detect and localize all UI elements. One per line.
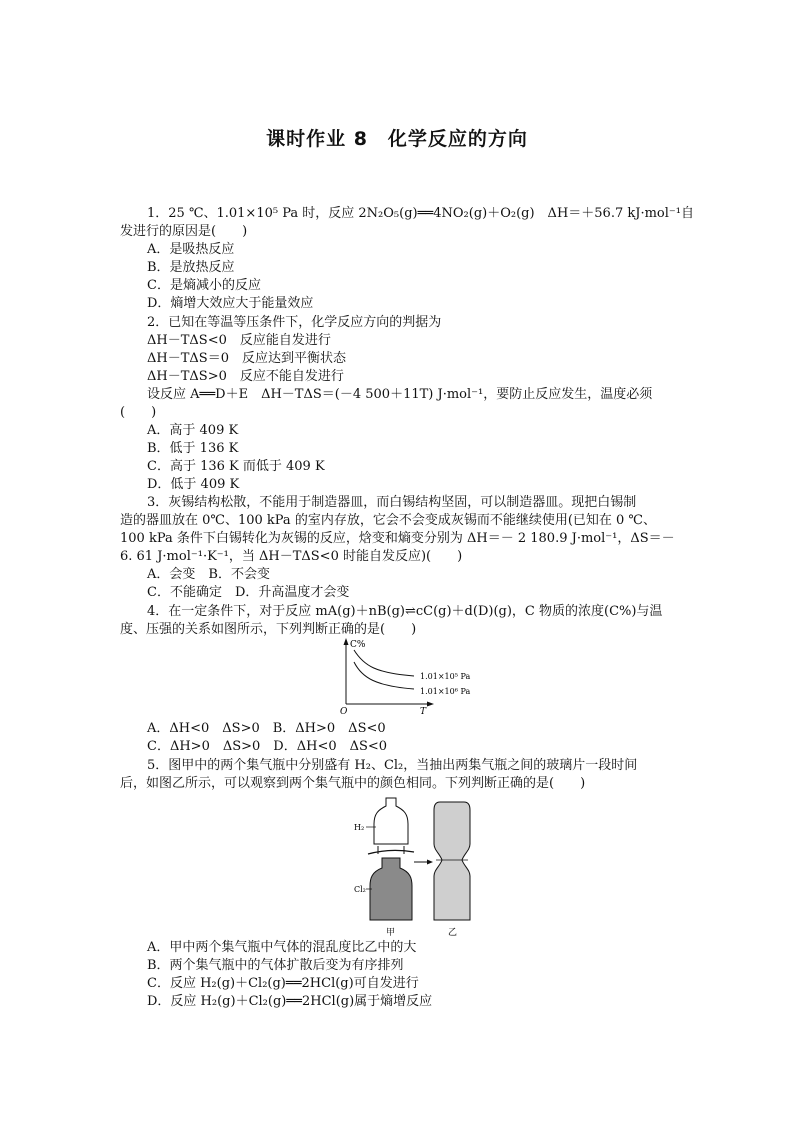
q5-option-a: A．甲中两个集气瓶中气体的混乱度比乙中的大 [147, 940, 417, 955]
page-title: 课时作业 8 化学反应的方向 [266, 128, 528, 150]
q5-stem-line1: 5．图甲中的两个集气瓶中分别盛有 H₂、Cl₂，当抽出两集气瓶之间的玻璃片一段时间 [147, 758, 638, 773]
q2-option-d: D．低于 409 K [147, 477, 240, 492]
h2-bottle [374, 798, 408, 844]
q1-stem-line1: 1．25 ℃、1.01×10⁵ Pa 时，反应 2N₂O₅(g)══4NO₂(g)＋O₂(g) ΔH＝＋56.7 kJ·mol⁻¹自 [147, 206, 694, 221]
q2-criterion-3: ΔH－TΔS>0 反应不能自发进行 [147, 369, 344, 384]
graph-curve-upper-label: 1.01×10⁵ Pa [420, 672, 471, 681]
q3-options-ab: A．会变 B．不会变 [147, 567, 270, 582]
q2-criterion-2: ΔH－TΔS＝0 反应达到平衡状态 [147, 351, 346, 366]
q1-option-a: A．是吸热反应 [147, 242, 235, 257]
q3-stem-line2: 造的器皿放在 0℃、100 kPa 的室内存放，它会不会变成灰锡而不能继续使用(已知在 0 ℃、 [120, 513, 656, 528]
q3-stem-line4: 6. 61 J·mol⁻¹·K⁻¹，当 ΔH－TΔS<0 时能自发反应)( ) [120, 549, 463, 564]
glass-plate [368, 850, 414, 854]
q1-stem-line2: 发进行的原因是( ) [120, 224, 248, 239]
graph-y-axis-label: C% [350, 640, 366, 650]
q2-option-c: C．高于 136 K 而低于 409 K [147, 459, 325, 474]
q5-option-c: C．反应 H₂(g)＋Cl₂(g)══2HCl(g)可自发进行 [147, 976, 419, 991]
q4-options-cd: C．ΔH>0 ΔS>0 D．ΔH<0 ΔS<0 [147, 739, 388, 754]
cl2-label: Cl₂ [354, 885, 366, 894]
q2-stem-line1: 2．已知在等温等压条件下，化学反应方向的判据为 [147, 315, 442, 330]
q1-option-d: D．熵增大效应大于能量效应 [147, 296, 314, 311]
label-yi: 乙 [448, 928, 458, 938]
cl2-bottle [370, 858, 412, 920]
q5-gas-bottles-figure [352, 796, 476, 938]
graph-origin-label: O [340, 707, 348, 716]
q3-options-cd: C．不能确定 D．升高温度才会变 [147, 585, 350, 600]
q4-stem-line2: 度、压强的关系如图所示，下列判断正确的是( ) [120, 622, 417, 637]
q5-option-d: D．反应 H₂(g)＋Cl₂(g)══2HCl(g)属于熵增反应 [147, 994, 433, 1009]
q2-option-b: B．低于 136 K [147, 441, 239, 456]
q2-option-a: A．高于 409 K [147, 423, 239, 438]
graph-curve-lower-label: 1.01×10⁶ Pa [420, 687, 471, 696]
q4-graph [336, 636, 486, 716]
q5-stem-line2: 后，如图乙所示，可以观察到两个集气瓶中的颜色相同。下列判断正确的是( ) [120, 776, 586, 791]
q5-option-b: B．两个集气瓶中的气体扩散后变为有序排列 [147, 958, 404, 973]
q1-option-b: B．是放热反应 [147, 260, 235, 275]
q4-options-ab: A．ΔH<0 ΔS>0 B．ΔH>0 ΔS<0 [147, 721, 386, 736]
q3-stem-line3: 100 kPa 条件下白锡转化为灰锡的反应，焓变和熵变分别为 ΔH＝－ 2 180.9 J·mol⁻¹，ΔS＝－ [120, 531, 675, 546]
graph-x-axis-label: T [420, 707, 427, 716]
q1-option-c: C．是熵减小的反应 [147, 278, 261, 293]
q4-stem-line1: 4．在一定条件下，对于反应 mA(g)＋nB(g)⇌cC(g)＋d(D)(g)，C 物质的浓度(C%)与温 [147, 604, 663, 619]
q2-criterion-1: ΔH－TΔS<0 反应能自发进行 [147, 333, 331, 348]
q2-stem-line2: 设反应 A══D＋E ΔH－TΔS＝(－4 500＋11T) J·mol⁻¹，要防止反应发生，温度必须 [147, 387, 653, 402]
h2-label: H₂ [354, 823, 365, 832]
mixed-bottles [434, 802, 470, 920]
label-jia: 甲 [386, 928, 396, 938]
q2-stem-line3: ( ) [120, 405, 157, 420]
q3-stem-line1: 3．灰锡结构松散，不能用于制造器皿，而白锡结构坚固，可以制造器皿。现把白锡制 [147, 495, 637, 510]
